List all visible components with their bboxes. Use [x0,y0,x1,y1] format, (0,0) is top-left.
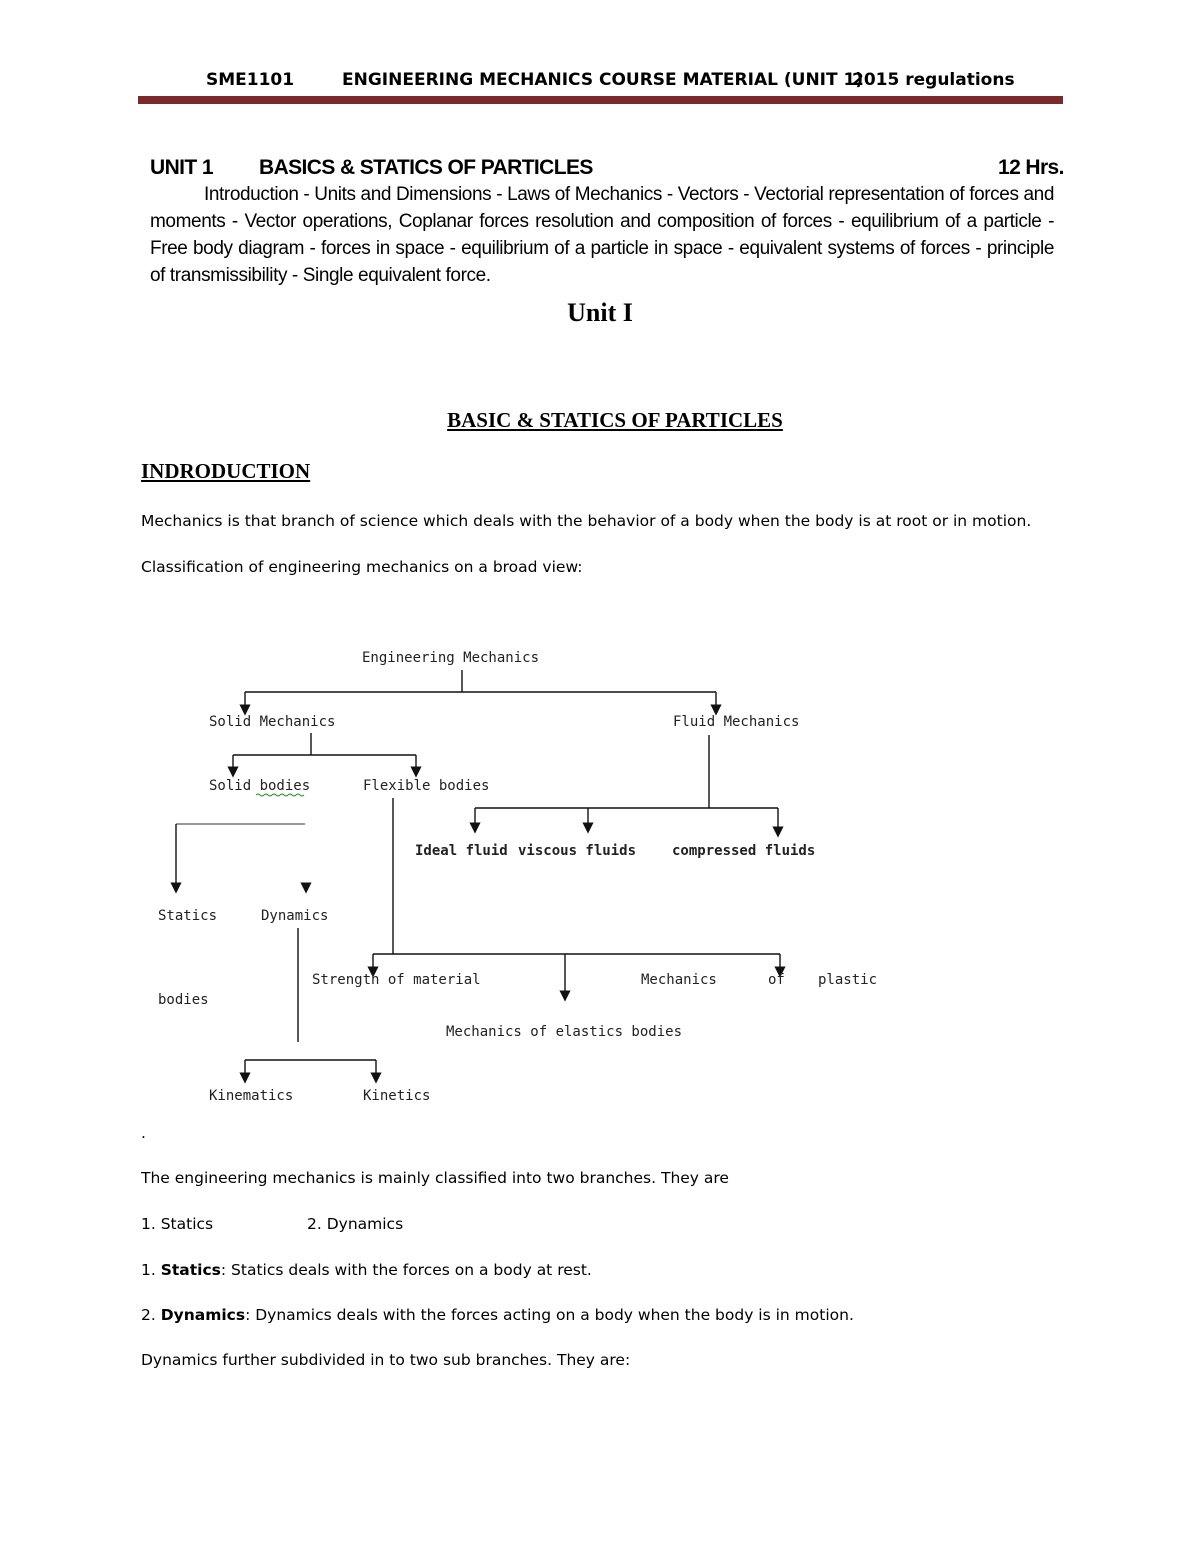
classification-text: Classification of engineering mechanics on a broad view: [141,558,583,576]
unit-heading: Unit I [567,298,633,327]
node-mechanics-plastic-3: plastic [818,972,878,988]
node-strength-of-material: Strength of material [312,972,481,988]
node-viscous-fluids: viscous fluids [518,843,637,859]
list-item-dynamics: 2. Dynamics [307,1215,404,1233]
node-ideal-fluid: Ideal fluid [415,843,508,859]
node-mechanics-plastic-2: of [768,972,785,988]
statics-num: 1. [141,1261,156,1279]
syllabus-hours: 12 Hrs. [998,156,1064,179]
regulation-label: 2015 regulations [852,70,1015,90]
node-bodies: bodies [158,992,209,1008]
node-kinetics: Kinetics [363,1088,431,1104]
node-mechanics-plastic-1: Mechanics [641,972,717,988]
node-compressed-fluids: compressed fluids [672,843,816,859]
node-fluid-mechanics: Fluid Mechanics [673,714,800,730]
branches-text: The engineering mechanics is mainly classified into two branches. They are [141,1169,729,1187]
dynamics-term: Dynamics [160,1306,246,1324]
node-solid-bodies: Solid bodies [209,778,311,794]
page-subtitle: BASIC & STATICS OF PARTICLES [447,408,783,432]
syllabus-unit-title: BASICS & STATICS OF PARTICLES [259,156,593,179]
list-item-statics: 1. Statics [141,1215,214,1233]
node-flexible-bodies: Flexible bodies [363,778,490,794]
node-mechanics-elastic-bodies: Mechanics of elastics bodies [446,1024,683,1040]
statics-term: Statics [160,1261,221,1279]
intro-heading: INDRODUCTION [141,459,311,483]
dynamics-num: 2. [141,1306,156,1324]
dynamics-text: : Dynamics deals with the forces acting on a body when the body is in motion. [245,1306,854,1324]
course-title: ENGINEERING MECHANICS COURSE MATERIAL (UNIT 1) [342,70,864,90]
node-solid-mechanics: Solid Mechanics [209,714,336,730]
node-dynamics: Dynamics [261,908,329,924]
dynamics-definition [141,1306,854,1324]
syllabus-unit-label: UNIT 1 [150,156,213,179]
stray-dot: . [141,1124,146,1142]
statics-definition [141,1261,592,1279]
node-kinematics: Kinematics [209,1088,294,1104]
spellcheck-underline [256,794,304,796]
syllabus-text: Introduction - Units and Dimensions - Laws of Mechanics - Vectors - Vectorial representation of forces and moments - Vector operations, Coplanar forces resolution and composition of forces - equilibrium of a particle - Free body diagram - forces in space - equilibrium of a particle in space - equivalent systems of forces - principle of transmissibility - Single equivalent force. [150,184,1054,286]
node-statics: Statics [158,908,218,924]
intro-text: Mechanics is that branch of science which deals with the behavior of a body when the body is at root or in motion. [141,512,1032,530]
further-text: Dynamics further subdivided in to two sub branches. They are: [141,1351,631,1369]
course-code: SME1101 [206,70,295,90]
statics-text: : Statics deals with the forces on a body at rest. [220,1261,592,1279]
node-engineering-mechanics: Engineering Mechanics [362,650,540,666]
